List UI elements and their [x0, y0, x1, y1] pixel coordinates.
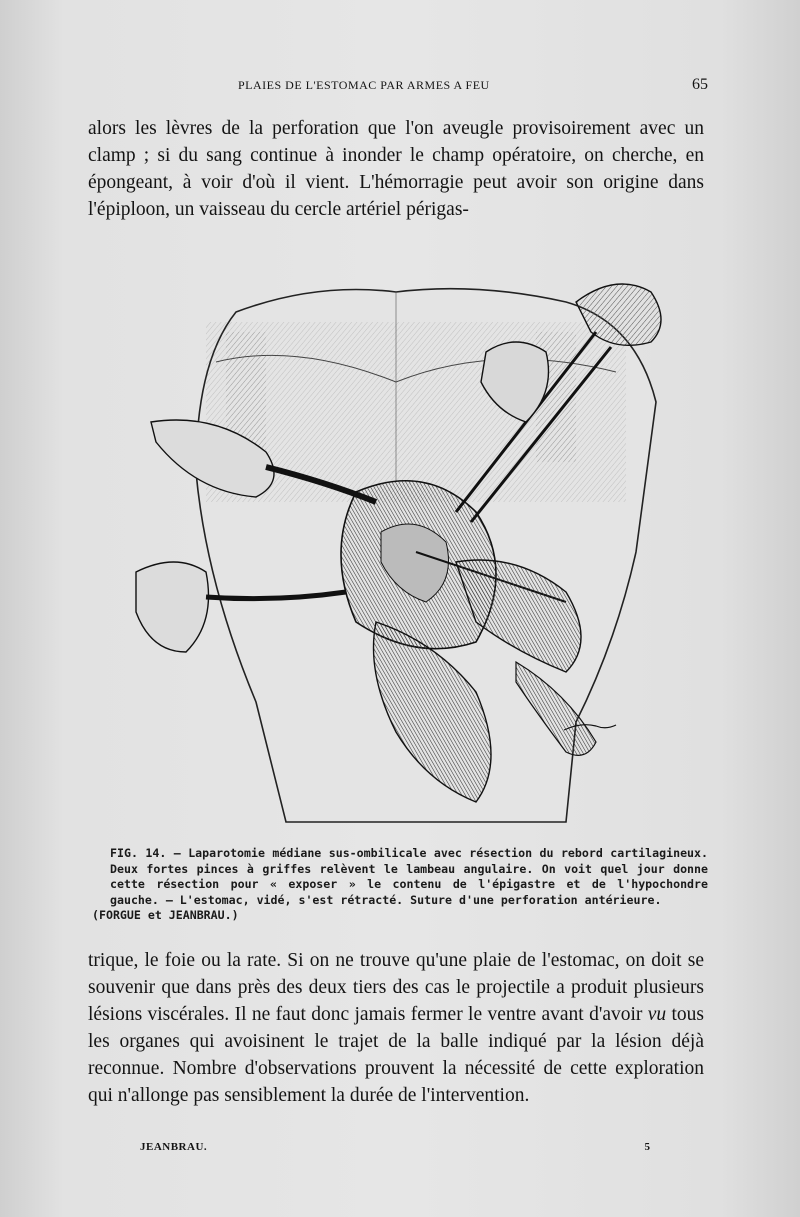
- running-head: [88, 78, 720, 98]
- paragraph-bottom-part2: tous les organes qui avoisinent le trajet de la balle indiqué par la lésion déjà reconnue. Nombre d'observations prouvent la nécessité de cette exploration qui n'allonge pas sensiblement la durée de l'intervention.: [88, 1004, 705, 1106]
- caption-credit: (FORGUE et JEANBRAU.): [92, 908, 239, 922]
- caption-label: FIG. 14.: [110, 846, 167, 860]
- footer-signature-number: 5: [644, 1141, 650, 1153]
- footer-author: JEANBRAU.: [140, 1141, 208, 1153]
- paragraph-bottom: [88, 947, 704, 1109]
- caption-body: [92, 846, 708, 908]
- page-footer: [140, 1141, 660, 1159]
- surgical-illustration: [96, 222, 716, 842]
- running-title: PLAIES DE L'ESTOMAC PAR ARMES A FEU: [238, 78, 490, 92]
- caption-text: — Laparotomie médiane sus-ombilicale avec résection du rebord cartilagineux. Deux fortes pinces à griffes relèvent le lambeau angulaire. On voit quel jour donne cette résection pour « exposer » le contenu de l'épigastre et de l'hypochondre gauche. — L'estomac, vidé, s'est rétracté. Suture d'une perforation antérieure.: [110, 846, 708, 907]
- illustration-drawing: [96, 222, 716, 842]
- paragraph-bottom-part1: trique, le foie ou la rate. Si on ne trouve qu'une plaie de l'estomac, on doit se souvenir que dans près des deux tiers des cas le projectile a produit plusieurs lésions viscérales. Il ne faut donc jamais fermer le ventre avant d'avoir: [88, 950, 704, 1025]
- emphasis-vu: vu: [647, 1004, 667, 1025]
- figure-caption: [92, 846, 708, 924]
- paragraph-top: alors les lèvres de la perforation que l'on aveugle provisoirement avec un clamp ; si du sang continue à inonder le champ opératoire, on cherche, en épongeant, à voir d'où il vient. L'hémorragie peut avoir son origine dans l'épiploon, un vaisseau du cercle artériel périgas-: [88, 118, 704, 220]
- page-number: 65: [692, 76, 708, 93]
